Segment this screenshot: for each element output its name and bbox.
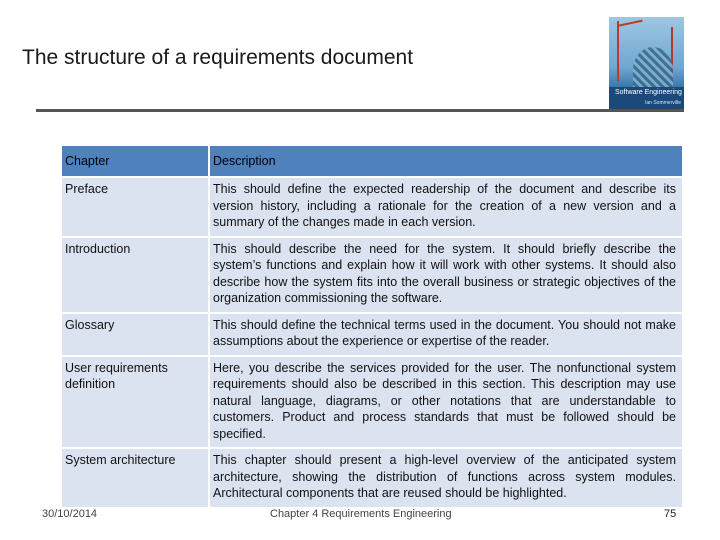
description-cell: This chapter should present a high-level overview of the anticipated system architecture, showing the distribution of functions across system modules. Architectural components that are reused should be highlighted.: [210, 449, 682, 507]
header-description: Description: [210, 146, 682, 176]
header-chapter: Chapter: [62, 146, 208, 176]
chapter-cell: Glossary: [62, 314, 208, 355]
table-row: [62, 449, 682, 507]
footer-page-number: 75: [664, 508, 677, 520]
chapter-cell: Introduction: [62, 238, 208, 312]
table-header-row: [62, 146, 682, 176]
table-row: [62, 314, 682, 355]
table-row: [62, 178, 682, 236]
chapter-cell: Preface: [62, 178, 208, 236]
table-row: [62, 357, 682, 448]
requirements-structure-table: [60, 144, 684, 509]
book-cover-image: [609, 17, 684, 109]
description-cell: This should define the expected readership of the document and describe its version history, including a rationale for the creation of a new version and a summary of the changes made in each version.: [210, 178, 682, 236]
description-cell: Here, you describe the services provided for the user. The nonfunctional system requirements should also be described in this section. This description may use natural language, diagrams, or other notations that are understandable to customers. Product and process standards that must be followed should be specified.: [210, 357, 682, 448]
chapter-cell: System architecture: [62, 449, 208, 507]
footer-chapter-title: Chapter 4 Requirements Engineering: [270, 508, 452, 520]
footer-date: 30/10/2014: [42, 508, 98, 520]
description-cell: This should describe the need for the system. It should briefly describe the system’s functions and explain how it will work with other systems. It should also describe how the system fits into the overall business or strategic objectives of the organization commissioning the software.: [210, 238, 682, 312]
title-divider: [36, 109, 684, 112]
slide-title: The structure of a requirements document: [22, 46, 414, 69]
table-row: [62, 238, 682, 312]
chapter-cell: User requirements definition: [62, 357, 208, 448]
description-cell: This should define the technical terms used in the document. You should not make assumptions about the experience or expertise of the reader.: [210, 314, 682, 355]
cover-author: Ian Sommerville: [645, 100, 681, 106]
cover-title: Software Engineering: [615, 89, 682, 96]
